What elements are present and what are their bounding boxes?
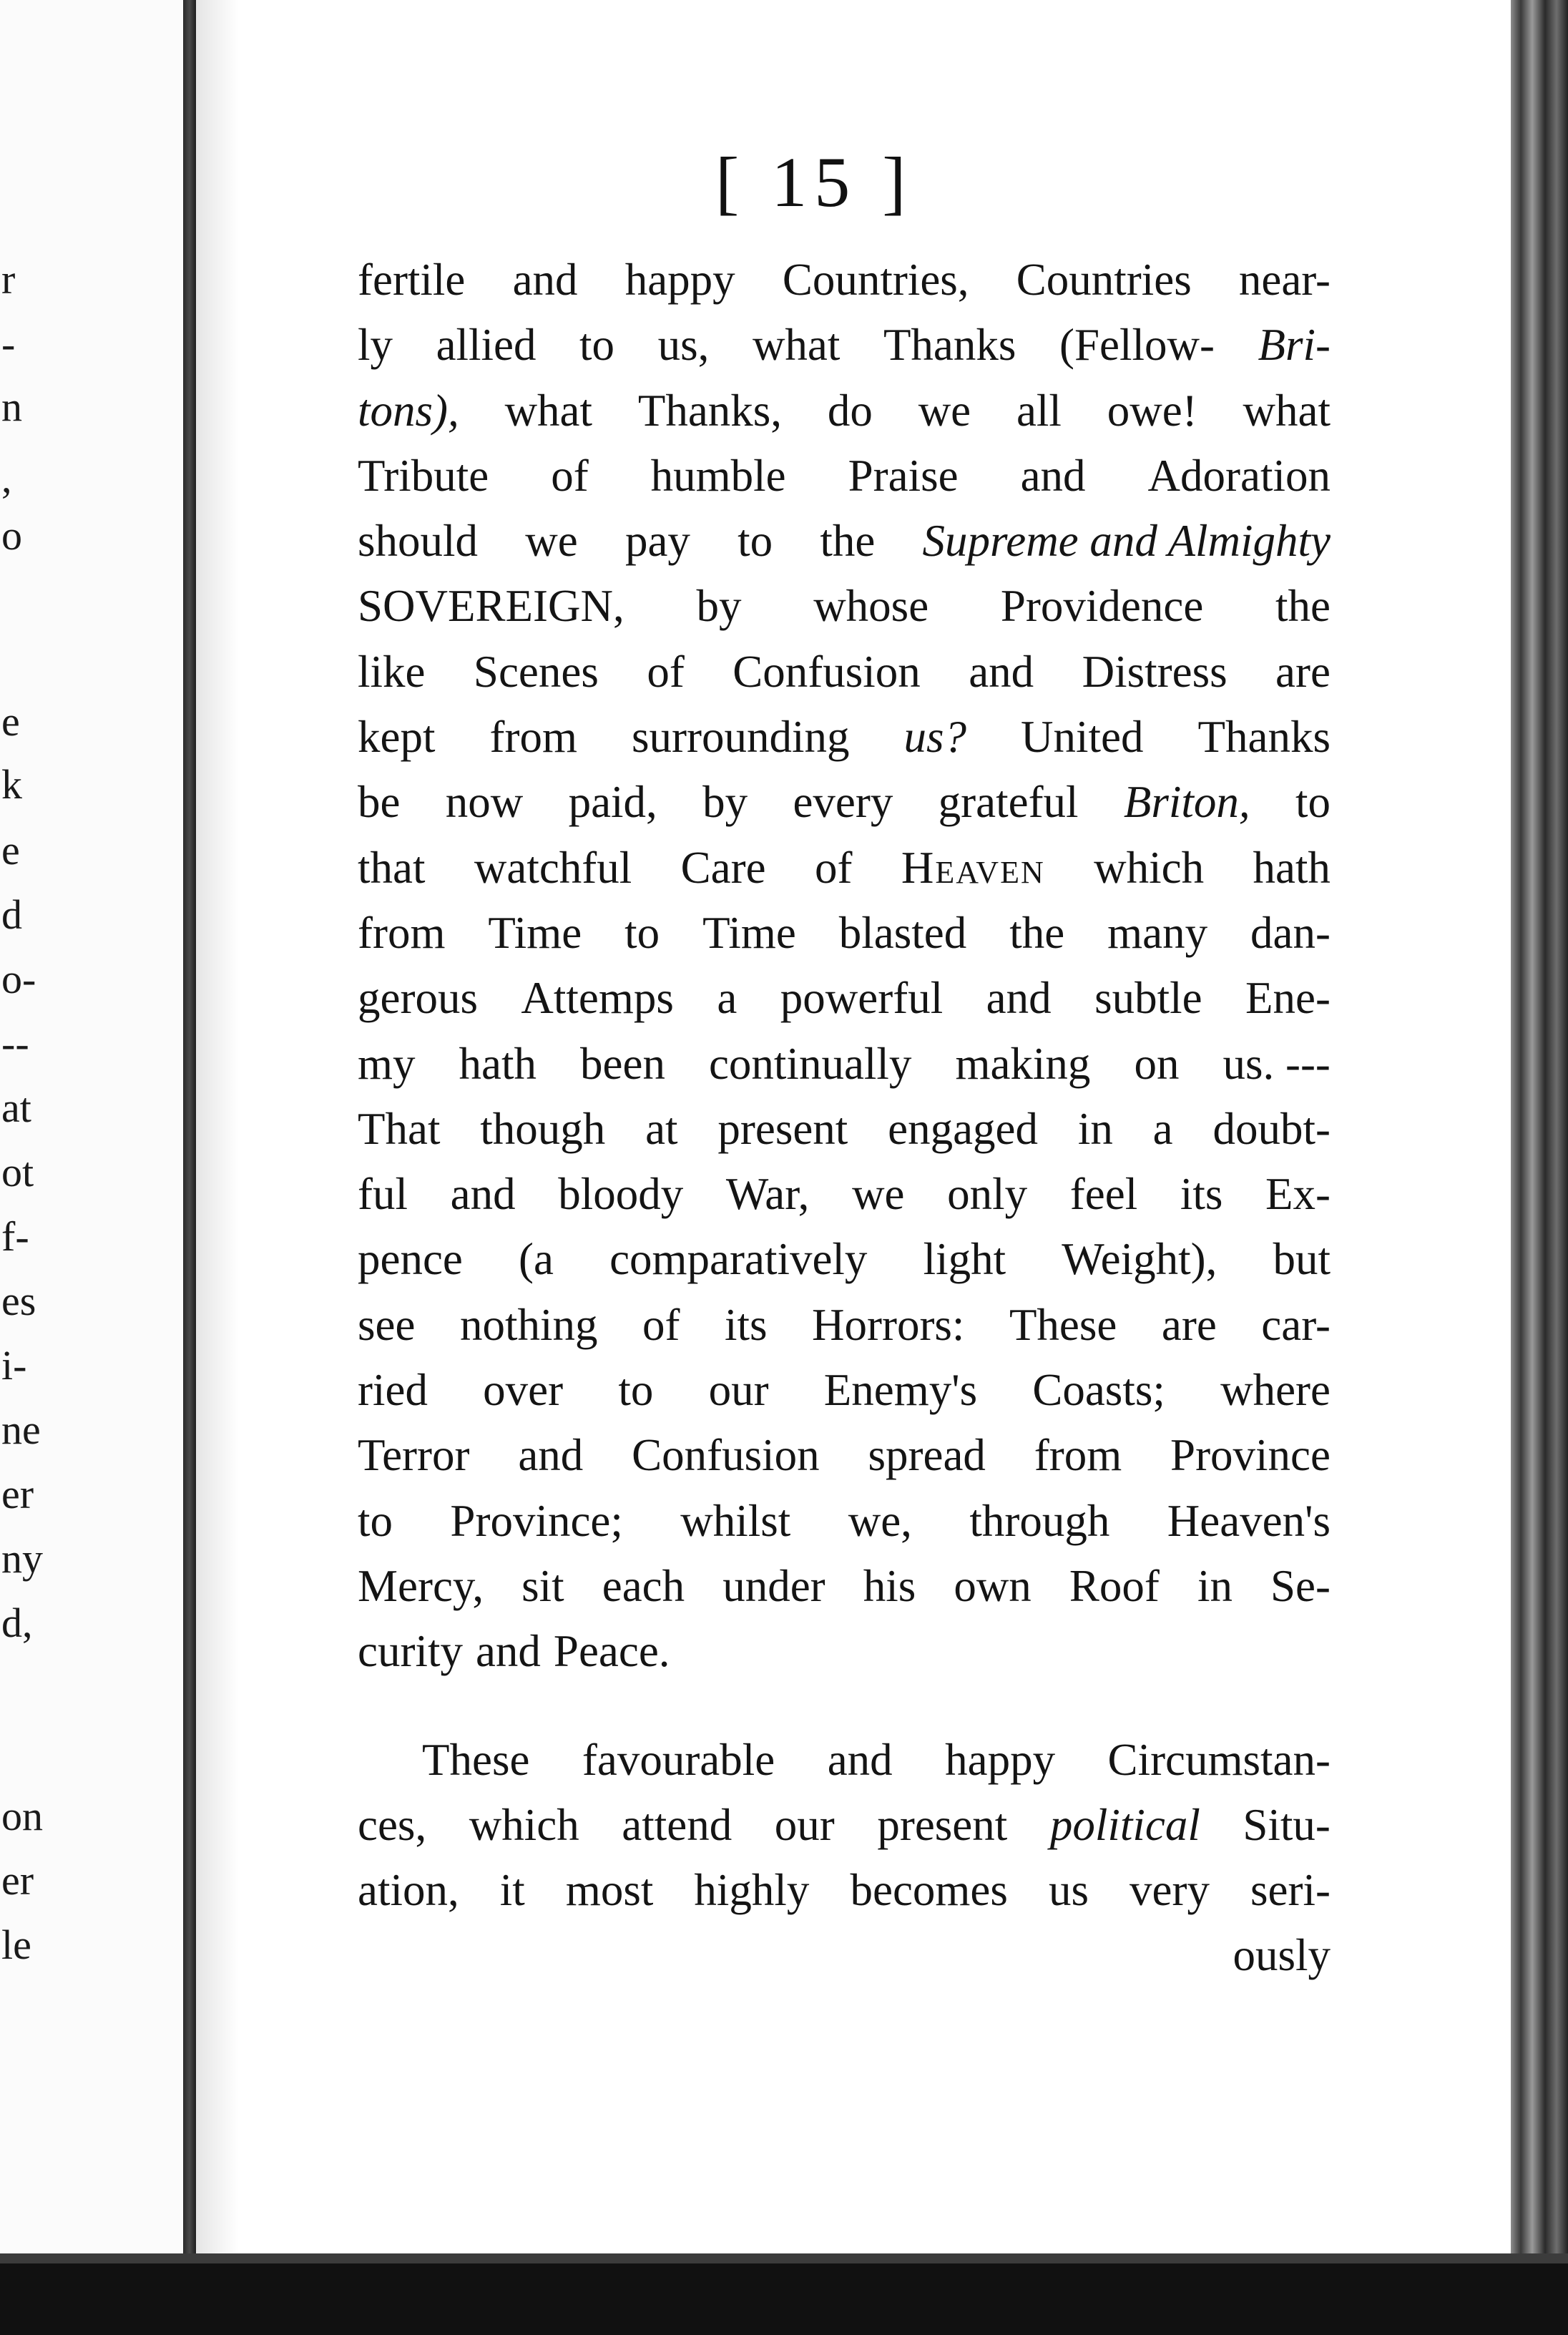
left-fragment: e [1,827,20,873]
text-line [358,1626,1331,1694]
text-line [358,385,1331,454]
text-line [358,1865,1331,1933]
word: every [793,777,893,828]
word: that [358,842,426,893]
text-line [358,1734,1331,1803]
word: like [358,646,426,697]
word: Weight), [1062,1234,1217,1285]
word: Se- [1270,1560,1331,1611]
word: becomes [850,1865,1008,1916]
word: very [1130,1865,1210,1916]
word: bloody [558,1169,684,1220]
left-fragment: on [1,1793,43,1839]
word: we [525,516,578,567]
word: a [1152,1103,1173,1154]
text-line [358,646,1331,715]
word: kept [358,712,436,763]
word: be [358,777,401,828]
word: Mercy, [358,1560,484,1611]
word: Scenes [473,646,599,697]
word: of [814,842,853,893]
scan-bottom-band [0,2253,1568,2263]
word: surrounding [631,712,850,763]
left-fragment: k [1,761,22,808]
word: Confusion [632,1430,820,1481]
word: Enemy's [823,1365,978,1416]
left-page-text-fragments [0,0,43,2146]
word: Situ- [1243,1799,1331,1850]
word: and [827,1734,893,1785]
word: United [1021,712,1144,763]
word: to [618,1365,654,1416]
left-fragment: r [1,256,16,303]
word: do [827,385,873,436]
left-fragment: ne [1,1406,41,1453]
text-line [358,1560,1331,1629]
left-fragment: -- [1,1020,29,1067]
word: ly [358,320,393,371]
word: Thanks [883,320,1016,371]
left-fragment: er [1,1471,34,1517]
left-fragment: d [1,891,22,938]
word: Roof [1069,1560,1160,1611]
word: Distress [1082,646,1228,697]
word: Providence [1000,581,1204,632]
italic-word: Briton, [1123,777,1250,828]
word: making [955,1038,1091,1089]
word: Heaven's [1167,1495,1331,1546]
word: what [504,385,593,436]
left-fragment: - [1,320,16,367]
word: now [445,777,524,828]
left-fragment: e [1,698,20,745]
text-line [358,1038,1331,1107]
word: of [647,646,685,697]
left-fragment: at [1,1085,31,1131]
italic-phrase: Supreme and Almighty [922,516,1331,567]
word: see [358,1299,416,1350]
word: whilst [680,1495,791,1546]
left-fragment: es [1,1278,36,1324]
word: present [717,1103,848,1154]
text-line [358,1799,1331,1868]
word: to [624,907,660,958]
word: my [358,1038,416,1089]
word: Time [702,907,796,958]
word: many [1107,907,1208,958]
word: from [1034,1430,1122,1481]
word: us. --- [1222,1038,1331,1089]
text-line [358,1234,1331,1302]
word: what [752,320,841,371]
word: Horrors: [811,1299,965,1350]
gutter-shadow [196,0,239,2253]
word: Coasts; [1032,1365,1165,1416]
word: These [422,1734,530,1785]
word: we [852,1169,905,1220]
word: near- [1238,255,1331,305]
text-line [358,1169,1331,1237]
word: Confusion [732,646,921,697]
word: continually [708,1038,912,1089]
catchword-text: ously [1233,1930,1331,1981]
word: owe! [1107,385,1197,436]
word: which [1094,842,1205,893]
paragraph-1 [358,255,1331,1695]
word: and [1020,450,1086,501]
word: we, [848,1495,912,1546]
word: Care [680,842,766,893]
word: happy [624,255,735,305]
word: (Fellow- [1059,320,1215,371]
word: Tribute [358,450,489,501]
word: a [717,973,738,1024]
left-fragment: , [1,455,12,501]
word: present [877,1799,1008,1850]
text-line [358,777,1331,845]
word: and [512,255,578,305]
word: attend [622,1799,732,1850]
word: dan- [1250,907,1331,958]
word: highly [694,1865,810,1916]
word: our [708,1365,769,1416]
small-caps-word: Heaven [901,842,1045,893]
word: light [923,1234,1006,1285]
word: us [1048,1865,1089,1916]
word: through [969,1495,1110,1546]
word: ful [358,1169,408,1220]
word: Ex- [1265,1169,1331,1220]
word: it [499,1865,525,1916]
word: to [738,516,773,567]
word: on [1134,1038,1180,1089]
word: Province; [450,1495,623,1546]
word: hath [1253,842,1331,893]
text-line [358,255,1331,323]
italic-word: Bri- [1258,320,1331,371]
word: doubt- [1212,1103,1331,1154]
left-fragment: ot [1,1149,34,1195]
word: the [1009,907,1065,958]
word: at [645,1103,678,1154]
word: fertile [358,255,466,305]
word: our [774,1799,835,1850]
word: are [1275,646,1331,697]
word: Attemps [521,973,674,1024]
catchword [358,1930,1331,1998]
left-fragment: o- [1,956,36,1002]
word: under [722,1560,825,1611]
word: in [1077,1103,1113,1154]
word: to [579,320,615,371]
word: which [469,1799,579,1850]
word: SOVEREIGN, [358,581,624,632]
left-fragment: er [1,1857,34,1904]
word: Countries [1016,255,1192,305]
word: and [969,646,1034,697]
italic-word: political [1049,1799,1200,1850]
text-line [358,1430,1331,1498]
word: to [1295,777,1331,828]
text-line [358,842,1331,911]
word: Adoration [1147,450,1331,501]
word: from [358,907,446,958]
word: Thanks [1197,712,1331,763]
word: feel [1069,1169,1138,1220]
word: powerful [780,973,944,1024]
word: watchful [474,842,632,893]
word: seri- [1250,1865,1331,1916]
word: each [602,1560,685,1611]
word: his [863,1560,916,1611]
text-line [358,907,1331,976]
word: whose [813,581,929,632]
word: we [918,385,971,436]
paragraph-gap [358,1695,1331,1738]
word: paid, [568,777,657,828]
word: by [702,777,748,828]
left-fragment: i- [1,1342,27,1389]
word: subtle [1094,973,1202,1024]
text-line [358,320,1331,388]
word: Countries, [782,255,969,305]
word: comparatively [609,1234,868,1285]
word: what [1243,385,1331,436]
word: Thanks, [637,385,783,436]
book-gutter [183,0,196,2253]
text-line [358,1365,1331,1433]
word: most [565,1865,654,1916]
text-line [358,1103,1331,1172]
word: Terror [358,1430,470,1481]
word: the [820,516,876,567]
page-number: [ 15 ] [715,142,913,222]
paragraph-2 [358,1734,1331,1999]
word: curity [358,1626,463,1677]
word: favourable [582,1734,775,1785]
word: of [551,450,589,501]
text-line [358,581,1331,649]
word: Time [488,907,582,958]
word: should [358,516,479,567]
word: are [1161,1299,1217,1350]
word: from [489,712,577,763]
left-fragment: le [1,1922,31,1968]
word: and [986,973,1052,1024]
word: grateful [938,777,1079,828]
word: to [358,1495,393,1546]
word: happy [945,1734,1056,1785]
text-line [358,1299,1331,1368]
word: of [642,1299,680,1350]
word: blasted [838,907,967,958]
word: and [450,1169,516,1220]
word: all [1016,385,1062,436]
word: sit [521,1560,564,1611]
word: but [1273,1234,1331,1285]
word: though [480,1103,606,1154]
word: spread [868,1430,986,1481]
word: the [1275,581,1331,632]
left-fragment: d, [1,1600,33,1646]
word: engaged [888,1103,1039,1154]
word: gerous [358,973,478,1024]
word: ces, [358,1799,427,1850]
body-text [358,255,1331,1999]
word: over [483,1365,564,1416]
word: Province [1170,1430,1331,1481]
word: allied [436,320,536,371]
scan-bottom-border [0,2253,1568,2335]
word: own [954,1560,1032,1611]
word: car- [1261,1299,1331,1350]
word: and [518,1430,584,1481]
word: These [1009,1299,1117,1350]
page-edge-stack [1511,0,1568,2335]
word: nothing [459,1299,598,1350]
word: in [1197,1560,1233,1611]
word: Ene- [1245,973,1331,1024]
word: War, [725,1169,810,1220]
word: pay [624,516,690,567]
word: its [1180,1169,1223,1220]
word: its [724,1299,768,1350]
word: (a [519,1234,554,1285]
left-fragment: ny [1,1535,43,1582]
word: us, [657,320,710,371]
text-line [358,1495,1331,1564]
left-fragment: o [1,512,22,559]
word: Peace. [553,1626,670,1677]
word: hath [459,1038,536,1089]
text-line [358,450,1331,519]
word: by [696,581,742,632]
word: pence [358,1234,463,1285]
word: been [580,1038,665,1089]
word: only [947,1169,1028,1220]
word: and [475,1626,541,1677]
word: ation, [358,1865,459,1916]
left-fragment: f- [1,1213,29,1260]
word: That [358,1103,441,1154]
text-line [358,712,1331,780]
text-line [358,973,1331,1041]
text-line [358,516,1331,584]
word: where [1220,1365,1331,1416]
word: Circumstan- [1107,1734,1331,1785]
word: humble [650,450,786,501]
italic-word: tons), [358,385,459,436]
word: Praise [848,450,959,501]
left-fragment: n [1,383,22,430]
word: ried [358,1365,428,1416]
italic-word: us? [903,712,966,763]
